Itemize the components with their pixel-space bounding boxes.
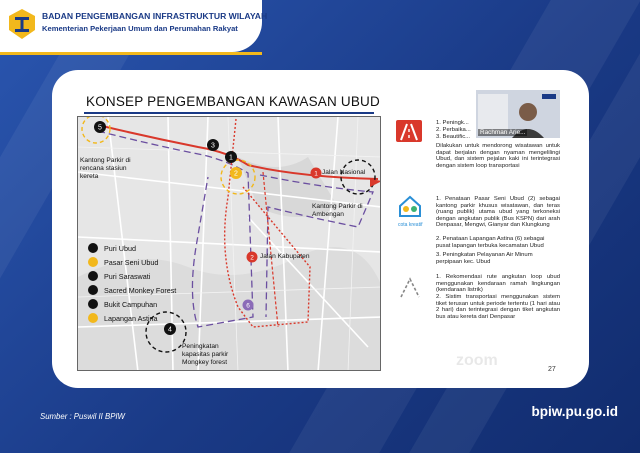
svg-text:4: 4 [168, 326, 172, 334]
legend-dot [88, 313, 98, 323]
label-kantong-parkir-stasiun: Kantong Parkir di rencana stasiun kereta [80, 157, 131, 180]
legend-dot [88, 299, 98, 309]
header-accent-bar [0, 52, 262, 55]
svg-text:5: 5 [98, 124, 102, 132]
header-banner [0, 0, 268, 52]
legend-item [88, 297, 208, 311]
cota-kreatif-label: cota kreatif [398, 222, 423, 228]
label-kantong-parkir-ambengan: Kantong Parkir di Ambengan [312, 203, 363, 218]
legend-label: Puri Ubud [104, 243, 136, 253]
video-participant-tile[interactable] [476, 90, 560, 138]
footer-source: Sumber : Puswil II BPIW [40, 412, 125, 421]
top-list-item: 1. Peningk... [436, 120, 469, 126]
rekomendasi-1: 1. Rekomendasi rute angkutan loop ubud menggunakan kendaraan ramah lingkungan (kendaraan listrik) [436, 274, 560, 294]
legend-dot [88, 285, 98, 295]
item-3-air-minum: 3. Peningkatan Pelayanan Air Minum perpipaan kec. Ubud [436, 252, 533, 265]
pupr-logo-icon [8, 8, 36, 40]
legend-label: Sacred Monkey Forest [104, 285, 177, 295]
highway-icon [396, 120, 422, 142]
legend-dot [88, 257, 98, 267]
label-jalan-kabupaten: Jalan Kabupaten [260, 253, 310, 260]
item-1-pasar-seni: 1. Penataan Pasar Seni Ubud (2) sebagai kantong parkir khusus wisatawan, dan teras (ruang publik) utama ubud yang terkoneksi dengan angkutan publik (Bus KSPN) dari arah Denpasar, Mengwi, Gianyar dan Klungkung [436, 196, 560, 229]
svg-text:2: 2 [234, 170, 238, 178]
route-icon [398, 276, 422, 300]
marker-6 [243, 300, 254, 311]
marker-1-jalan [311, 168, 322, 179]
legend-item [88, 311, 208, 325]
zoom-watermark: zoom [456, 352, 498, 369]
footer-url[interactable]: bpiw.pu.go.id [531, 404, 618, 419]
cota-kreatif-icon [396, 194, 424, 220]
map-legend [88, 241, 208, 325]
marker-3 [207, 139, 219, 151]
legend-label: Pasar Seni Ubud [104, 257, 159, 267]
rekomendasi-2: 2. Sistim transportasi menggunakan sistem tiket terusan untuk periode tertentu (1 hari atau 2 hari) dan terintegrasi dengan tiket angkutan bus atau kereta dari Denpasar [436, 294, 560, 320]
intro-paragraph: Dilakukan untuk mendorong wisatawan untuk dapat berjalan dengan nyaman mengelilingi Ubud, dan sistem pejalan kaki ini terintegrasi dengan sistem loop transportasi [436, 143, 560, 169]
header-subtitle: Kementerian Pekerjaan Umum dan Perumahan Rakyat [42, 24, 238, 33]
svg-text:2: 2 [250, 254, 254, 262]
participant-name: Rachman Arie... [480, 129, 526, 136]
marker-2-pasar [230, 167, 242, 179]
svg-text:3: 3 [211, 142, 215, 150]
marker-5 [94, 121, 106, 133]
label-jalan-nasional: Jalan Nasional [322, 169, 366, 176]
presentation-slide [74, 90, 563, 378]
legend-item [88, 241, 208, 255]
svg-text:1: 1 [314, 170, 318, 178]
legend-label: Puri Saraswati [104, 271, 151, 281]
item-2-lapangan-astina: 2. Penataan Lapangan Astina (6) sebagai pusat lapangan terbuka kecamatan Ubud [436, 236, 545, 249]
header-title: BADAN PENGEMBANGAN INFRASTRUKTUR WILAYAH [42, 11, 268, 21]
legend-label: Bukit Campuhan [104, 299, 158, 309]
svg-text:1: 1 [229, 154, 233, 162]
label-peningkatan-parkir: Peningkatan kapasitas parkir Mongkey forest [182, 343, 229, 366]
legend-item [88, 283, 208, 297]
svg-text:6: 6 [246, 302, 250, 310]
top-list-item: 2. Perbaika... [436, 127, 471, 133]
title-underline [84, 112, 374, 114]
legend-label: Lapangan Astina [104, 313, 158, 323]
slide-page-number: 27 [548, 366, 556, 373]
marker-2-jalan [247, 252, 258, 263]
legend-dot [88, 271, 98, 281]
legend-item [88, 269, 208, 283]
ubud-map [77, 116, 381, 371]
legend-item [88, 255, 208, 269]
slide-title: KONSEP PENGEMBANGAN KAWASAN UBUD [86, 94, 380, 109]
marker-1-puri [225, 151, 237, 163]
top-list-item: 3. Beautific... [436, 134, 471, 140]
legend-dot [88, 243, 98, 253]
